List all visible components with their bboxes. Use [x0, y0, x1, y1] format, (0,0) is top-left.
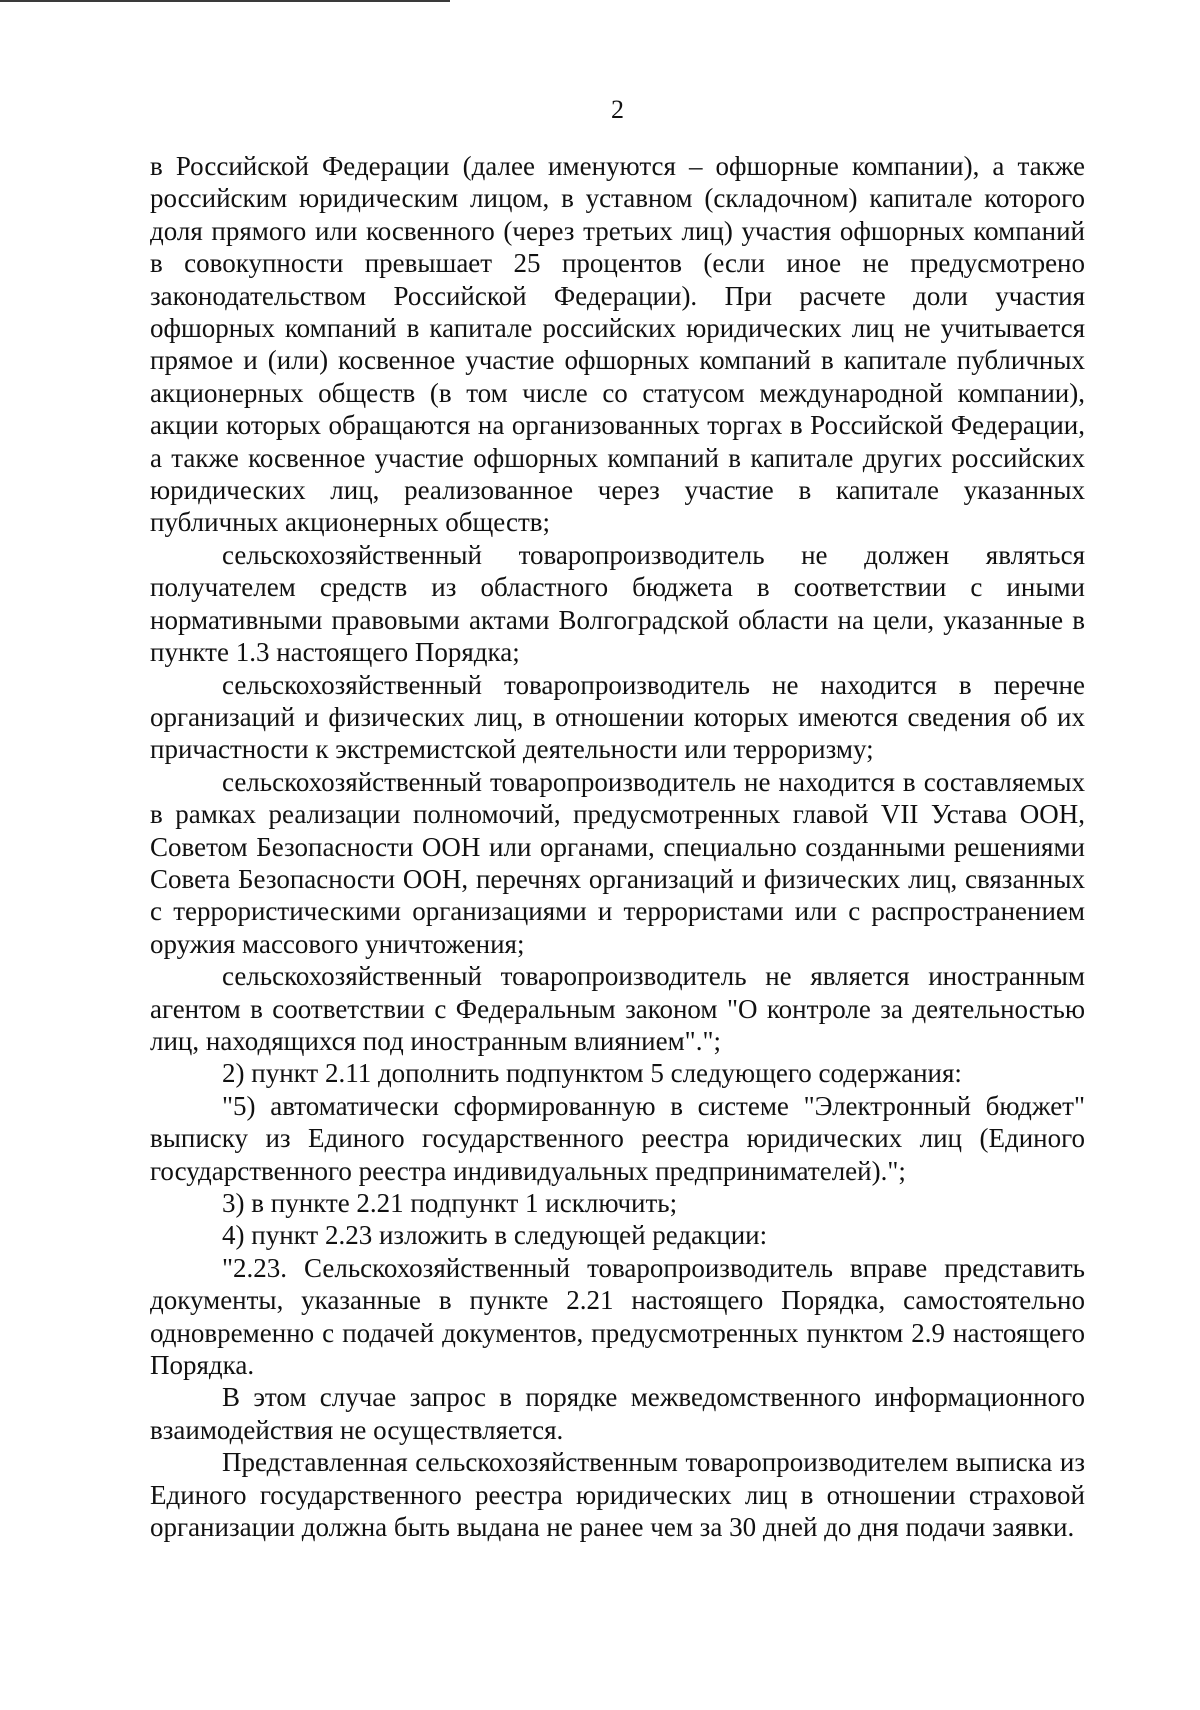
- paragraph-item-4: 4) пункт 2.23 изложить в следующей редакции:: [222, 1220, 768, 1251]
- paragraph-not-budget-recipient: сельскохозяйственный товаропроизводитель не должен являться получателем средств из областного бюджета в соответствии с иными нормативными правовыми актами Волгоградской области на цели, указанные в пункте 1.3 настоящего Порядка;: [150, 539, 1085, 668]
- paragraph-not-un-sanctions-list: сельскохозяйственный товаропроизводитель не находится в составляемых в рамках реализации полномочий, предусмотренных главой VII Устава ООН, Советом Безопасности ООН или органами, специально созданными решениями Совета Безопасности ООН, перечнях организаций и физических лиц, связанных с террористическими организациями и террористами или с распространением оружия массового уничтожения;: [150, 766, 1085, 959]
- paragraph-registry-extract: Представленная сельскохозяйственным товаропроизводителем выписка из Единого государственного реестра юридических лиц в отношении страховой организации должна быть выдана не ранее чем за 30 дней до дня подачи заявки.: [150, 1447, 1085, 1543]
- paragraph-clause-2-23: "2.23. Сельскохозяйственный товаропроизводитель вправе представить документы, указанные в пункте 2.21 настоящего Порядка, самостоятельно одновременно с подачей документов, предусмотренных пунктом 2.9 настоящего Порядка.: [150, 1252, 1085, 1381]
- paragraph-item-2: 2) пункт 2.11 дополнить подпунктом 5 следующего содержания:: [222, 1058, 962, 1089]
- paragraph-not-foreign-agent: сельскохозяйственный товаропроизводитель не является иностранным агентом в соответствии с Федеральным законом "О контроле за деятельностью лиц, находящихся под иностранным влиянием".";: [150, 961, 1085, 1056]
- scan-edge-line: [0, 0, 450, 2]
- paragraph-interagency-request: В этом случае запрос в порядке межведомственного информационного взаимодействия не осуществляется.: [150, 1382, 1085, 1445]
- paragraph-not-extremism-list: сельскохозяйственный товаропроизводитель не находится в перечне организаций и физических лиц, в отношении которых имеются сведения об их причастности к экстремистской деятельности или терроризму;: [150, 669, 1085, 765]
- document-body: [150, 150, 1085, 1543]
- page-number: 2: [611, 95, 624, 124]
- paragraph-item-3: 3) в пункте 2.21 подпункт 1 исключить;: [222, 1188, 678, 1218]
- paragraph-offshore-companies: в Российской Федерации (далее именуются – офшорные компании), а также российским юридическим лицом, в уставном (складочном) капитале которого доля прямого или косвенного (через третьих лиц) участия офшорных компаний в совокупности превышает 25 процентов (если иное не предусмотрено законодательством Российской Федерации). При расчете доли участия офшорных компаний в капитале российских юридических лиц не учитывается прямое и (или) косвенное участие офшорных компаний в капитале публичных акционерных обществ (в том числе со статусом международной компании), акции которых обращаются на организованных торгах в Российской Федерации, а также косвенное участие офшорных компаний в капитале других российских юридических лиц, реализованное через участие в капитале указанных публичных акционерных обществ;: [150, 151, 1085, 538]
- paragraph-subitem-5: "5) автоматически сформированную в системе "Электронный бюджет" выписку из Единого государственного реестра юридических лиц (Единого государственного реестра индивидуальных предпринимателей).";: [150, 1090, 1085, 1186]
